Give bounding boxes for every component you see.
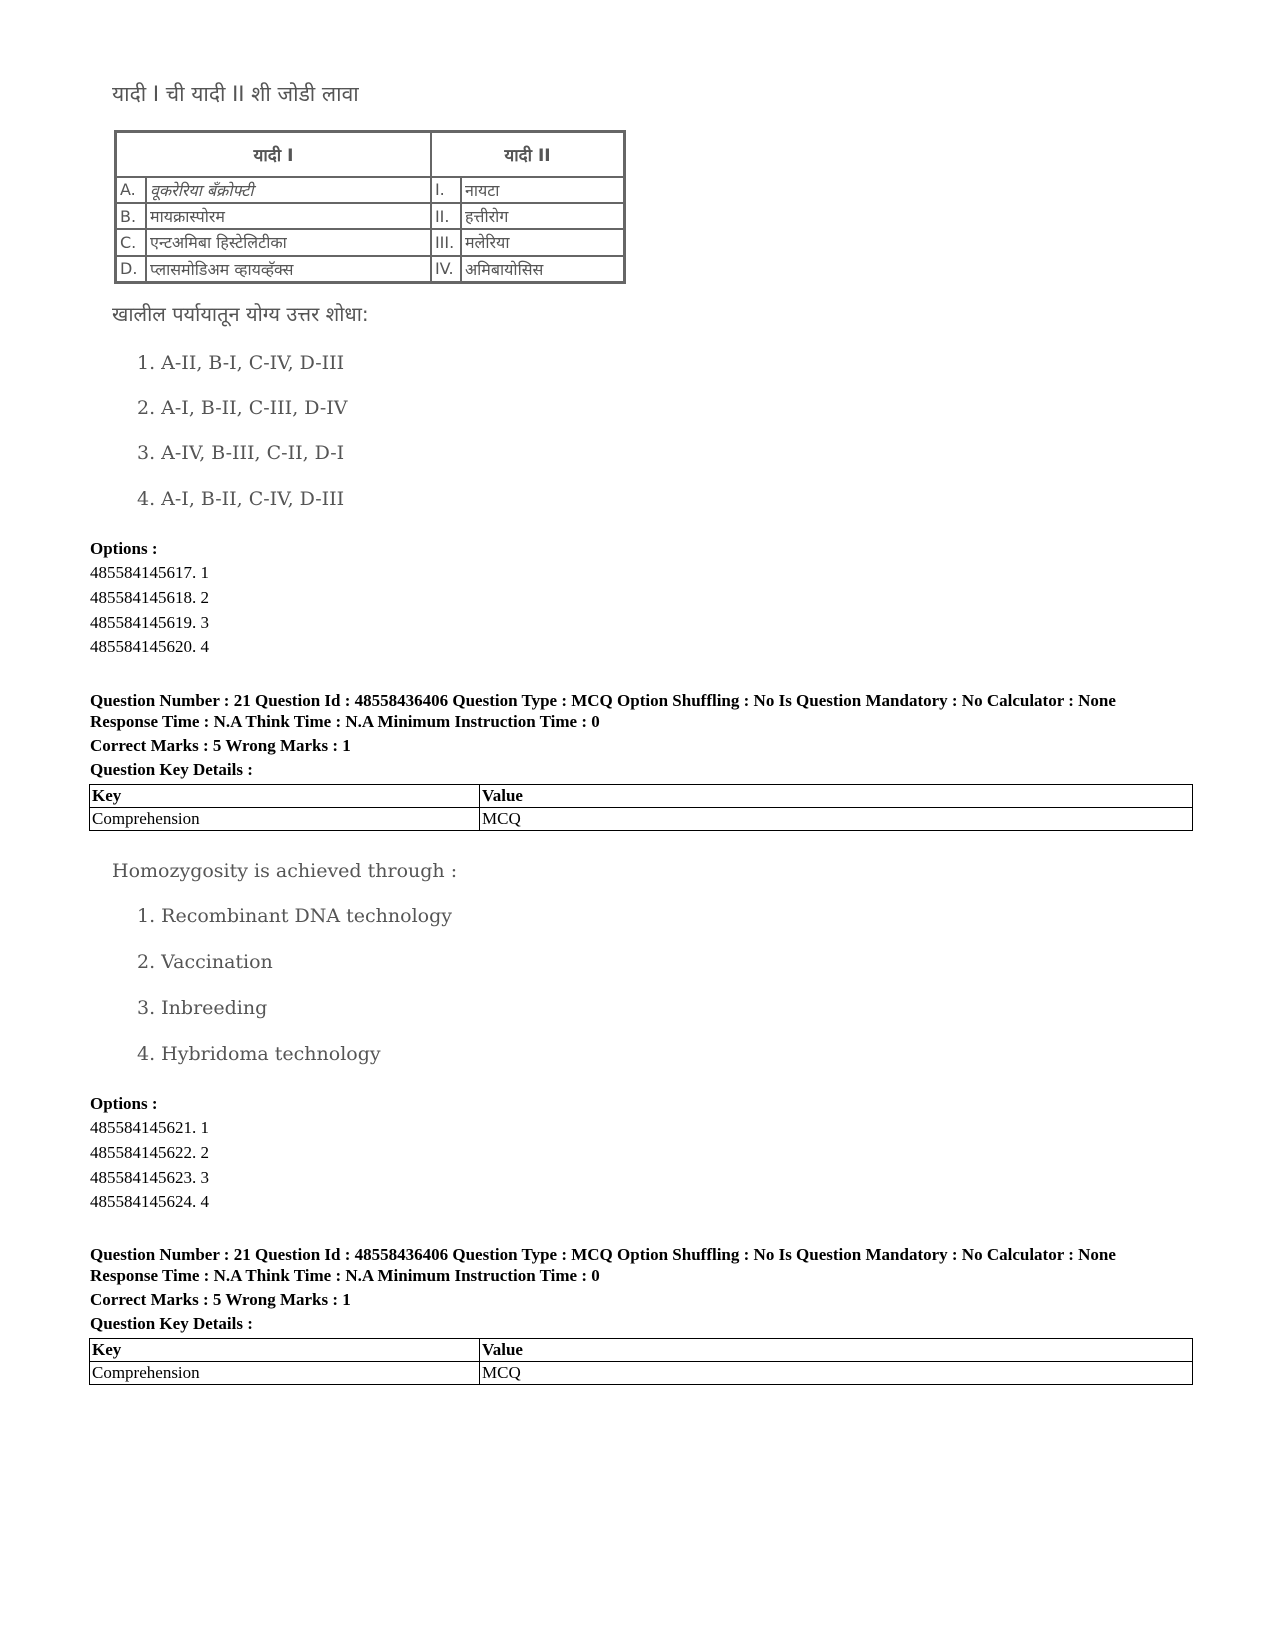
option-item: 485584145619. 3 <box>90 613 209 632</box>
list1-item: वूकरेरिया बँक्रोफ्टी <box>146 177 431 203</box>
list2-item: मलेरिया <box>461 229 625 255</box>
image-choice: 1. Recombinant DNA technology <box>137 905 452 927</box>
image-choice: 2. Vaccination <box>137 951 273 973</box>
key-cell: Comprehension <box>90 1362 480 1385</box>
question-marks: Correct Marks : 5 Wrong Marks : 1 <box>90 1290 351 1309</box>
list1-item: एन्टअमिबा हिस्टेलिटीका <box>146 229 431 255</box>
question-meta-line1: Question Number : 21 Question Id : 48558436406 Question Type : MCQ Option Shuffling : No Is Question Mandatory : No Calculator : None <box>90 691 1116 710</box>
option-item: 485584145624. 4 <box>90 1192 209 1211</box>
row-label: C. <box>116 229 147 255</box>
option-item: 485584145623. 3 <box>90 1168 209 1187</box>
row-label: B. <box>116 203 147 229</box>
key-details-row <box>90 1362 1193 1385</box>
row-label: I. <box>431 177 461 203</box>
match-table-header <box>116 132 625 177</box>
list1-item: मायक्रास्पोरम <box>146 203 431 229</box>
value-cell: MCQ <box>480 1362 1193 1385</box>
option-item: 485584145618. 2 <box>90 588 209 607</box>
match-row <box>116 203 625 229</box>
key-details-header <box>90 785 1193 808</box>
question-meta-line2: Response Time : N.A Think Time : N.A Minimum Instruction Time : 0 <box>90 1266 600 1285</box>
key-details-label: Question Key Details : <box>90 760 253 779</box>
image-choice: 4. A-I, B-II, C-IV, D-III <box>137 488 345 510</box>
question-stem: Homozygosity is achieved through : <box>112 860 458 882</box>
row-label: D. <box>116 256 147 283</box>
key-cell: Comprehension <box>90 808 480 831</box>
image-choice: 3. A-IV, B-III, C-II, D-I <box>137 442 345 464</box>
row-label: A. <box>116 177 147 203</box>
option-item: 485584145620. 4 <box>90 637 209 656</box>
key-details-row <box>90 808 1193 831</box>
question-meta-line1: Question Number : 21 Question Id : 48558436406 Question Type : MCQ Option Shuffling : No Is Question Mandatory : No Calculator : None <box>90 1245 1116 1264</box>
image-choice: 3. Inbreeding <box>137 997 268 1019</box>
list2-header: यादी II <box>431 132 625 177</box>
row-label: III. <box>431 229 461 255</box>
option-item: 485584145621. 1 <box>90 1118 209 1137</box>
question-meta-line2: Response Time : N.A Think Time : N.A Minimum Instruction Time : 0 <box>90 712 600 731</box>
key-details-header <box>90 1339 1193 1362</box>
options-label: Options : <box>90 1094 158 1113</box>
option-item: 485584145617. 1 <box>90 563 209 582</box>
key-header: Key <box>90 785 480 808</box>
row-label: II. <box>431 203 461 229</box>
value-cell: MCQ <box>480 808 1193 831</box>
match-prompt: खालील पर्यायातून योग्य उत्तर शोधा: <box>112 302 369 326</box>
options-label: Options : <box>90 539 158 558</box>
value-header: Value <box>480 785 1193 808</box>
value-header: Value <box>480 1339 1193 1362</box>
list1-header: यादी I <box>116 132 431 177</box>
list2-item: हत्तीरोग <box>461 203 625 229</box>
match-row <box>116 177 625 203</box>
key-details-label: Question Key Details : <box>90 1314 253 1333</box>
match-row <box>116 229 625 255</box>
list2-item: अमिबायोसिस <box>461 256 625 283</box>
key-details-table <box>89 784 1193 831</box>
match-instruction: यादी I ची यादी II शी जोडी लावा <box>112 82 359 106</box>
key-header: Key <box>90 1339 480 1362</box>
row-label: IV. <box>431 256 461 283</box>
image-choice: 1. A-II, B-I, C-IV, D-III <box>137 352 345 374</box>
list2-item: नायटा <box>461 177 625 203</box>
list1-item: प्लासमोडिअम व्हायव्हॅक्स <box>146 256 431 283</box>
match-table <box>114 130 626 284</box>
option-item: 485584145622. 2 <box>90 1143 209 1162</box>
image-choice: 4. Hybridoma technology <box>137 1043 381 1065</box>
key-details-table <box>89 1338 1193 1385</box>
question-marks: Correct Marks : 5 Wrong Marks : 1 <box>90 736 351 755</box>
image-choice: 2. A-I, B-II, C-III, D-IV <box>137 397 348 419</box>
match-row <box>116 256 625 283</box>
